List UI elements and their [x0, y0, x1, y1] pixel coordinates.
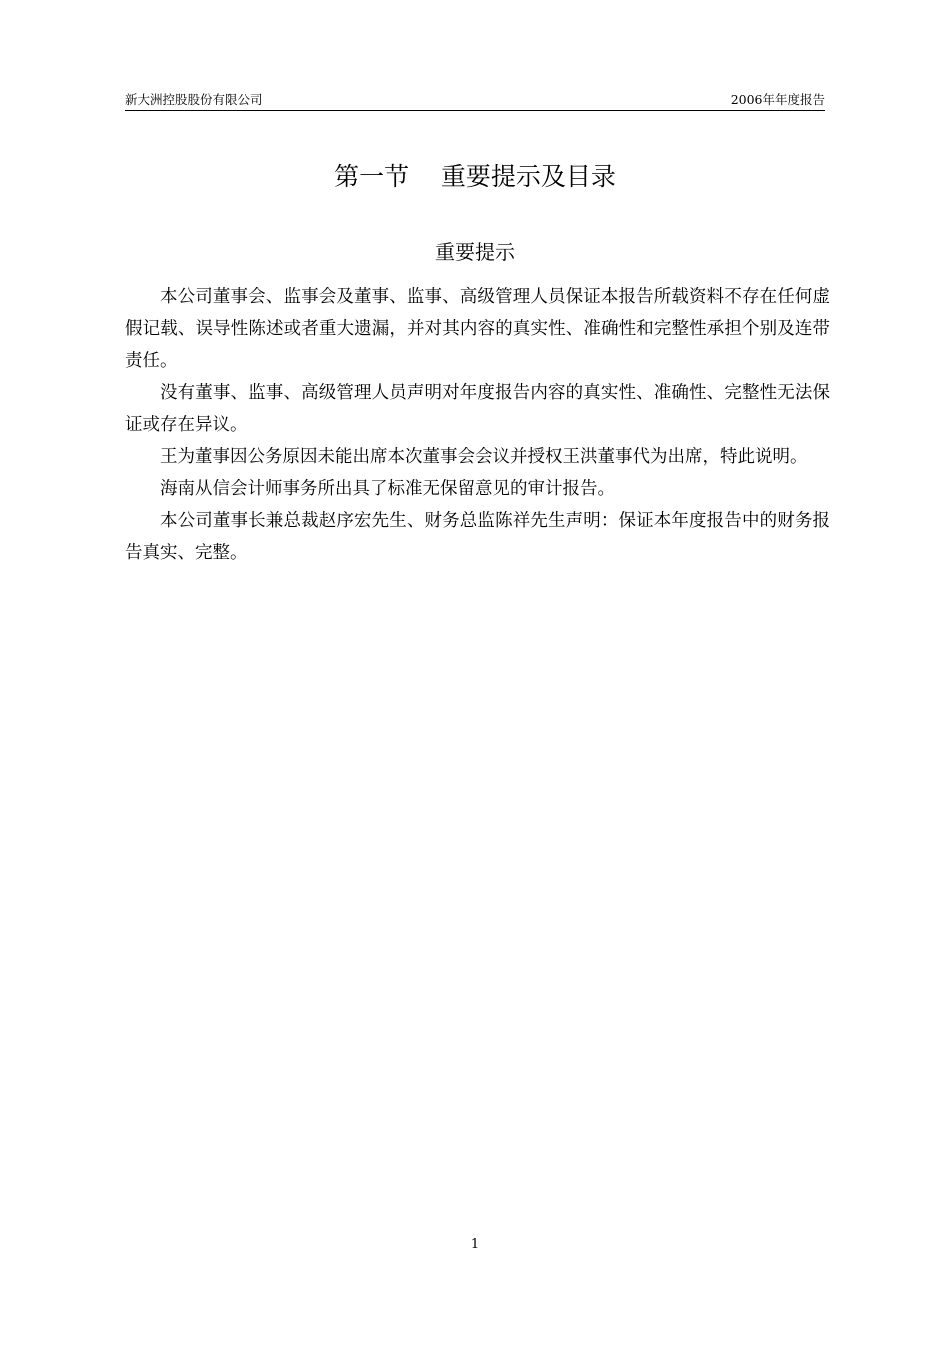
section-title: 第一节 重要提示及目录 — [334, 162, 616, 191]
paragraph-director-absence: 王为董事因公务原因未能出席本次董事会会议并授权王洪董事代为出席，特此说明。 — [160, 447, 808, 467]
subtitle-important-notice: 重要提示 — [435, 240, 515, 264]
paragraph-board-guarantee: 本公司董事会、监事会及董事、监事、高级管理人员保证本报告所载资料不存在任何虚假记载、误导性陈述或者重大遗漏，并对其内容的真实性、准确性和完整性承担个别及连带责任。 — [125, 287, 830, 371]
page-header — [125, 90, 825, 111]
paragraph-no-objection: 没有董事、监事、高级管理人员声明对年度报告内容的真实性、准确性、完整性无法保证或存在异议。 — [125, 383, 830, 435]
notice-body — [125, 281, 830, 569]
header-report-title: 2006年年度报告 — [730, 92, 825, 107]
page-number: 1 — [470, 1237, 480, 1252]
paragraph-audit-opinion: 海南从信会计师事务所出具了标准无保留意见的审计报告。 — [160, 479, 615, 499]
header-company-name: 新大洲控股股份有限公司 — [125, 92, 263, 107]
paragraph-financial-statement: 本公司董事长兼总裁赵序宏先生、财务总监陈祥先生声明：保证本年度报告中的财务报告真实、完整。 — [125, 511, 830, 563]
